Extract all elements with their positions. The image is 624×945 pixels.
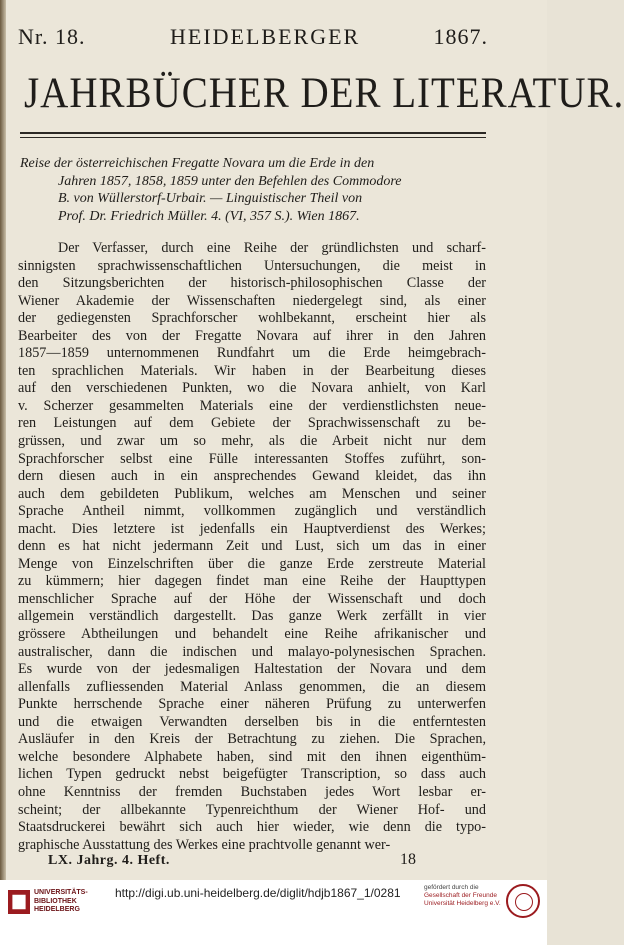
body-line: Sprache Antheil nimmt, vollkommen zugänglich und verständlich bbox=[18, 503, 486, 520]
running-title: HEIDELBERGER bbox=[170, 24, 361, 49]
library-name-line: UNIVERSITÄTS- bbox=[34, 889, 88, 896]
body-line: dern diesen auch in ein ansprechendes Gewand kleidet, das ihn bbox=[18, 468, 486, 485]
body-line: der gediegensten Sprachforscher wohlbekannt, erscheint hier als bbox=[18, 310, 486, 327]
body-line: auch dem gebildeten Publikum, welches am Menschen und seiner bbox=[18, 485, 486, 502]
university-seal-icon bbox=[506, 884, 540, 918]
body-line: ten sprachlichen Materials. Wir haben in der Bearbeitung dieses bbox=[18, 362, 486, 379]
library-name-line: HEIDELBERG bbox=[34, 906, 80, 913]
body-line: Punkte herrschende Sprache einer näheren Prüfung zu unterwerfen bbox=[18, 696, 486, 713]
body-line: welche besondere Alphabete haben, sind mit den ihnen eigenthüm- bbox=[18, 748, 486, 765]
body-line: menschlicher Sprache auf der Höhe der Wissenschaft und doch bbox=[18, 590, 486, 607]
body-line: Es wurde von der jedesmaligen Haltestation der Novara und dem bbox=[18, 661, 486, 678]
body-line: ohne Kenntniss der fremden Buchstaben jedes Wort lesbar er- bbox=[18, 783, 486, 800]
header-year: 1867. bbox=[433, 24, 488, 49]
body-line: grössere Abtheilungen und behandelt eine Reihe afrikanischer und bbox=[18, 626, 486, 643]
body-line: 1857—1859 unternommenen Rundfahrt um die Erde heimgebrach- bbox=[18, 345, 486, 362]
citation-line: Prof. Dr. Friedrich Müller. 4. (VI, 357 S.). Wien 1867. bbox=[58, 208, 360, 224]
sponsor-line: Universität Heidelberg e.V. bbox=[424, 900, 501, 907]
signature-line: LX. Jahrg. 4. Heft. bbox=[48, 853, 170, 868]
body-line: Menge von Einzelschriften über die ganze Erde zerstreute Material bbox=[18, 555, 486, 572]
masthead-rule-thick bbox=[20, 132, 486, 134]
body-line: Wiener Akademie der Wissenschaften niedergelegt sind, als einer bbox=[18, 292, 486, 309]
permalink-url[interactable]: http://digi.ub.uni-heidelberg.de/diglit/hdjb1867_1/0281 bbox=[115, 886, 401, 900]
review-body-text bbox=[18, 240, 486, 854]
masthead-rule-thin bbox=[20, 137, 486, 138]
citation-line: B. von Wüllerstorf-Urbair. — Linguistischer Theil von bbox=[58, 191, 363, 207]
running-header bbox=[18, 24, 488, 54]
library-logo-icon bbox=[8, 890, 30, 914]
library-name bbox=[34, 889, 114, 915]
issue-number: Nr. 18. bbox=[18, 24, 86, 49]
body-line: zu kümmern; hier dagegen findet man eine Reihe der Haupttypen bbox=[18, 573, 486, 590]
body-line: allgemein verständlich dargestellt. Das ganze Werk zerfällt in vier bbox=[18, 608, 486, 625]
body-line: macht. Dies letztere ist jedenfalls ein Hauptverdienst des Werkes; bbox=[18, 520, 486, 537]
sponsor-line: Gesellschaft der Freunde bbox=[424, 892, 497, 899]
body-line: auf den verschiedenen Punkten, wo die Novara anhielt, von Karl bbox=[18, 380, 486, 397]
body-line: allenfalls zufliessenden Material Anlass genommen, die an diesem bbox=[18, 678, 486, 695]
citation-line: Reise der österreichischen Fregatte Novara um die Erde in den bbox=[20, 156, 375, 171]
body-line: Der Verfasser, durch eine Reihe der gründlichsten und scharf- bbox=[58, 240, 486, 256]
body-line: Sprachforscher selbst eine Fülle interessanten Stoffes zuführt, son- bbox=[18, 450, 486, 467]
body-line: graphische Ausstattung des Werkes eine prachtvolle genannt wer- bbox=[18, 836, 391, 853]
body-line: Staatsdruckerei bewährt sich auch hier wieder, wie denn die typo- bbox=[18, 819, 486, 836]
bibliographic-citation bbox=[20, 155, 488, 225]
sponsor-line: gefördert durch die bbox=[424, 884, 479, 891]
body-line: australischer, dann die indischen und malayo-polynesischen Sprachen. bbox=[18, 643, 486, 660]
journal-masthead: JAHRBÜCHER DER LITERATUR. bbox=[24, 69, 624, 118]
body-line: lichen Typen gedruckt nebst beigefügter Transcription, so dass auch bbox=[18, 766, 486, 783]
body-line: ren Leistungen auf dem Gebiete der Sprachwissenschaft zu be- bbox=[18, 415, 486, 432]
library-name-line: BIBLIOTHEK bbox=[34, 897, 77, 905]
body-line: Ausläufer in den Kreis der Betrachtung zu ziehen. Die Sprachen, bbox=[18, 731, 486, 748]
citation-line: Jahren 1857, 1858, 1859 unter den Befehlen des Commodore bbox=[58, 173, 402, 189]
sheet-number: 18 bbox=[400, 851, 416, 868]
body-line: den Sitzungsberichten der historisch-philosophischen Classe der bbox=[18, 275, 486, 292]
body-line: und die etwaigen Verwandten derselben bis in die entferntesten bbox=[18, 713, 486, 730]
sponsor-credit bbox=[424, 884, 504, 908]
body-line: v. Scherzer gesammelten Materials eine der verdienstlichsten neue- bbox=[18, 397, 486, 414]
body-line: sinnigsten sprachwissenschaftlichen Untersuchungen, die meist in bbox=[18, 257, 486, 274]
body-line: scheint; der allbekannte Typenreichthum der Wiener Hof- und bbox=[18, 801, 486, 818]
page-edge bbox=[0, 0, 6, 880]
body-line: Bearbeiter des von der Fregatte Novara auf ihrer in den Jahren bbox=[18, 327, 486, 344]
digitization-bar bbox=[0, 880, 547, 945]
body-line: denn es hat nicht jedermann Zeit und Lust, sich um das in einer bbox=[18, 538, 486, 555]
body-line: grüssen, und zwar um so mehr, als die Arbeit nicht nur dem bbox=[18, 433, 486, 450]
